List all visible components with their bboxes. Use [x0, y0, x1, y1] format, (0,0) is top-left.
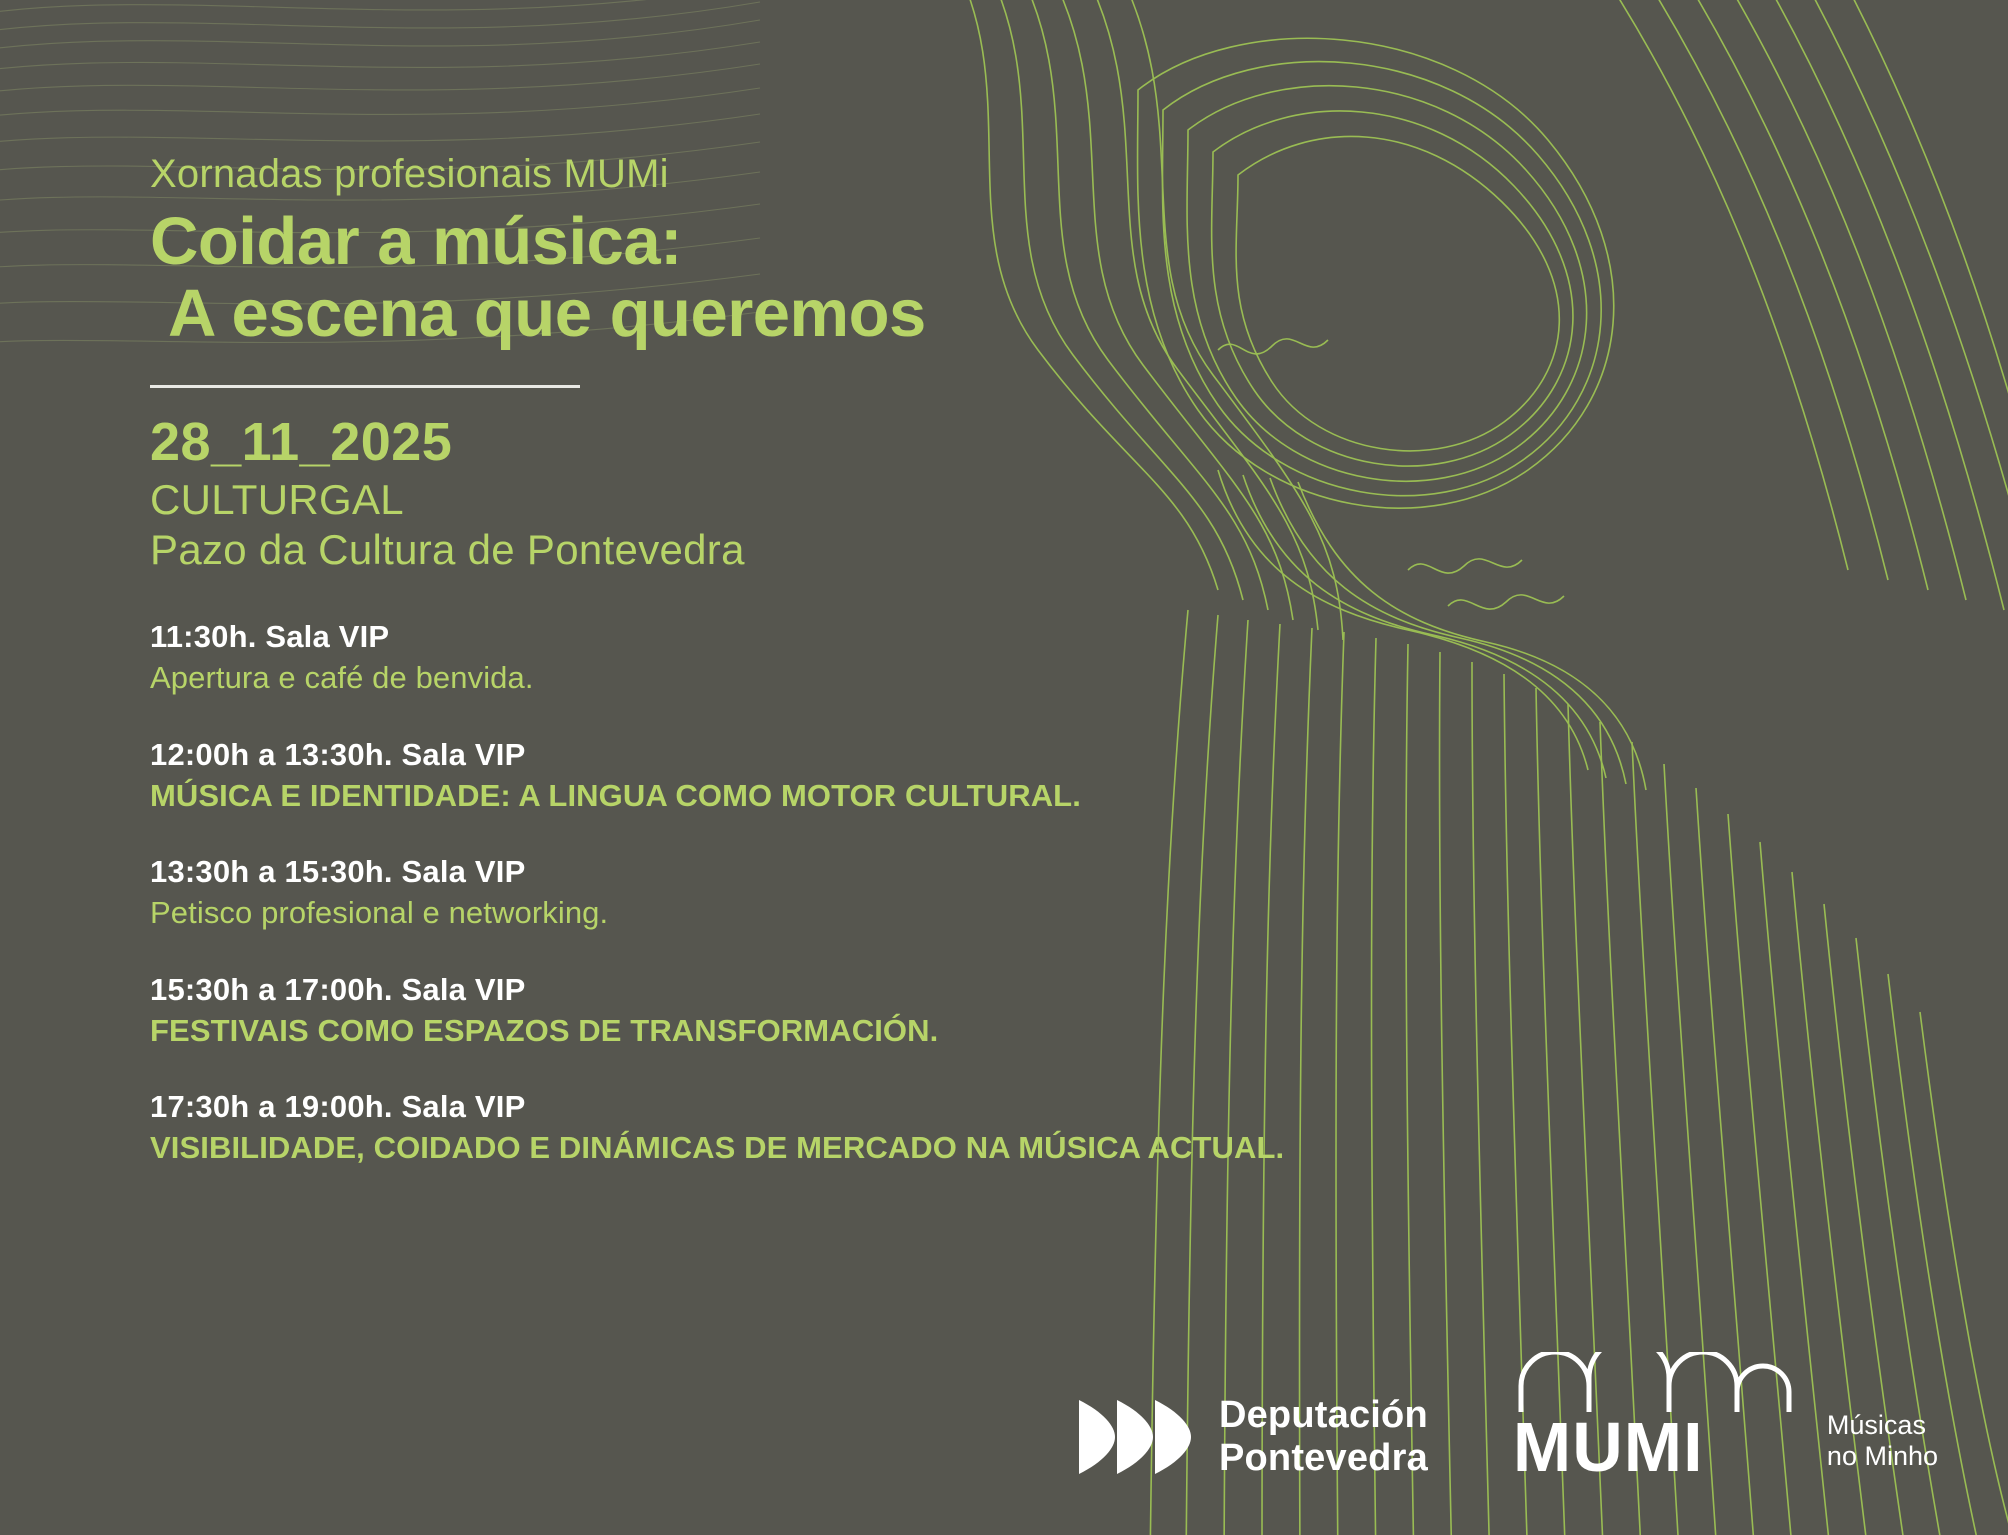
mumi-tagline [1827, 1410, 1938, 1480]
deputacion-pontevedra-logo [1077, 1394, 1428, 1480]
schedule-item-description: MÚSICA E IDENTIDADE: A LINGUA COMO MOTOR CULTURAL. [150, 777, 1081, 813]
deputacion-line-1: Deputación [1218, 1394, 1428, 1437]
title-line-2: A escena que queremos [168, 275, 926, 351]
mumi-wordmark: MUMI [1512, 1407, 1704, 1486]
schedule-item [150, 851, 1420, 933]
schedule-item [150, 969, 1420, 1051]
schedule-item-description: VISIBILIDADE, COIDADO E DINÁMICAS DE MERCADO NA MÚSICA ACTUAL. [150, 1130, 1285, 1166]
schedule-item [150, 734, 1420, 816]
schedule-item-description: FESTIVAIS COMO ESPAZOS DE TRANSFORMACIÓN. [150, 1012, 939, 1048]
event-date: 28_11_2025 [150, 412, 453, 473]
title-divider [150, 385, 580, 388]
mumi-tagline-line-2: no Minho [1826, 1440, 1938, 1471]
schedule-item-description: Petisco profesional e networking. [150, 895, 609, 931]
mumi-tagline-line-1: Músicas [1826, 1409, 1926, 1440]
mumi-logo [1512, 1352, 1938, 1486]
logo-bar [1077, 1352, 1938, 1486]
deputacion-chevrons-icon [1077, 1394, 1197, 1480]
title-line-1: Coidar a música: [150, 204, 682, 279]
page-title [150, 206, 1420, 349]
deputacion-line-2: Pontevedra [1218, 1437, 1428, 1479]
schedule-item-time: 11:30h. Sala VIP [150, 619, 390, 655]
schedule-list [150, 616, 1420, 1168]
schedule-item-time: 12:00h a 13:30h. Sala VIP [150, 736, 526, 772]
schedule-item [150, 616, 1420, 698]
venue-place: Pazo da Cultura de Pontevedra [150, 525, 745, 573]
poster-content [150, 150, 1420, 1168]
mumi-arches-icon [1513, 1352, 1813, 1414]
schedule-item-time: 15:30h a 17:00h. Sala VIP [150, 971, 526, 1007]
schedule-item-time: 13:30h a 15:30h. Sala VIP [150, 854, 526, 890]
schedule-item [150, 1086, 1420, 1168]
deputacion-wordmark [1219, 1394, 1428, 1479]
poster-kicker: Xornadas profesionais MUMi [150, 152, 669, 196]
schedule-item-time: 17:30h a 19:00h. Sala VIP [150, 1089, 526, 1125]
schedule-item-description: Apertura e café de benvida. [150, 660, 534, 695]
venue-name: CULTURGAL [150, 476, 404, 524]
